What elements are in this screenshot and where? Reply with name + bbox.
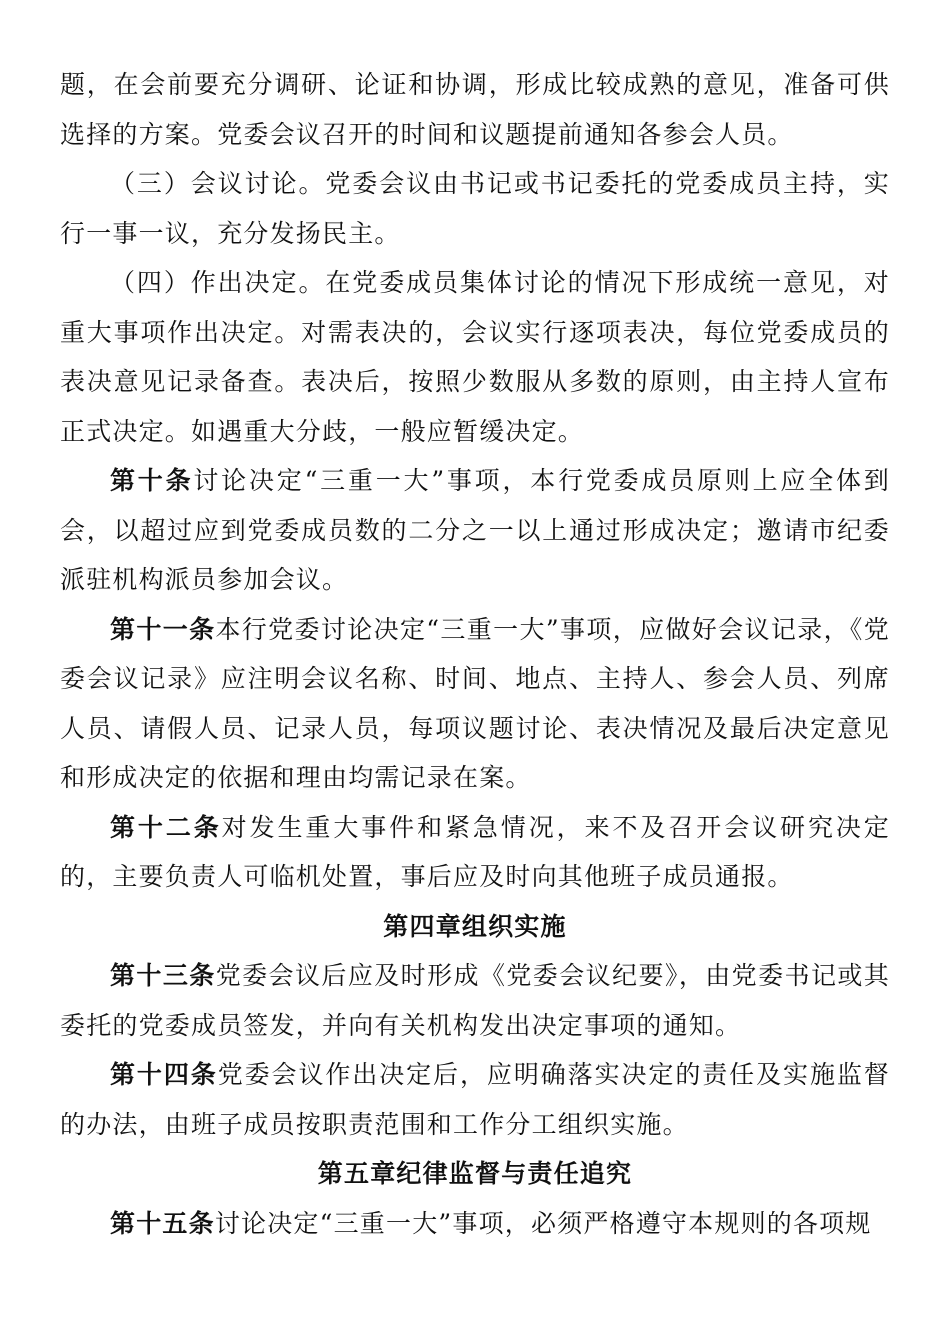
article-13 <box>60 951 890 1050</box>
article-13-text: 党委会议后应及时形成《党委会议纪要》，由党委书记或其委托的党委成员签发，并向有关机构发出决定事项的通知。 <box>60 961 890 1040</box>
article-12-text: 对发生重大事件和紧急情况，来不及召开会议研究决定的，主要负责人可临机处置，事后应及时向其他班子成员通报。 <box>60 812 890 891</box>
article-14-text: 党委会议作出决定后，应明确落实决定的责任及实施监督的办法，由班子成员按职责范围和工作分工组织实施。 <box>60 1060 890 1139</box>
article-10-text: 讨论决定“三重一大”事项，本行党委成员原则上应全体到会，以超过应到党委成员数的二分之一以上通过形成决定；邀请市纪委派驻机构派员参加会议。 <box>60 466 890 594</box>
paragraph-item-4: （四）作出决定。在党委成员集体讨论的情况下形成统一意见，对重大事项作出决定。对需表决的，会议实行逐项表决，每位党委成员的表决意见记录备查。表决后，按照少数服从多数的原则，由主持人宣布正式决定。如遇重大分歧，一般应暂缓决定。 <box>60 268 890 446</box>
paragraph-continuation: 题，在会前要充分调研、论证和协调，形成比较成熟的意见，准备可供选择的方案。党委会议召开的时间和议题提前通知各参会人员。 <box>60 70 890 149</box>
article-14 <box>60 1050 890 1149</box>
article-13-label: 第十三条 <box>110 961 216 990</box>
chapter-5-heading: 第五章纪律监督与责任追究 <box>317 1159 633 1188</box>
article-15-text: 讨论决定“三重一大”事项，必须严格遵守本规则的各项规 <box>214 1208 872 1238</box>
article-14-label: 第十四条 <box>110 1060 218 1089</box>
article-11 <box>60 605 890 803</box>
article-10 <box>60 456 890 605</box>
article-11-label: 第十一条 <box>110 614 216 644</box>
article-11-text: 本行党委讨论决定“三重一大”事项，应做好会议记录，《党委会议记录》应注明会议名称、时间、地点、主持人、参会人员、列席人员、请假人员、记录人员，每项议题讨论、表决情况及最后决定意见和形成决定的依据和理由均需记录在案。 <box>60 614 890 792</box>
article-12 <box>60 803 890 902</box>
article-12-label: 第十二条 <box>110 812 222 842</box>
article-15 <box>60 1199 890 1249</box>
chapter-4-heading: 第四章组织实施 <box>383 911 567 941</box>
article-10-label: 第十条 <box>110 466 194 495</box>
article-15-label: 第十五条 <box>110 1208 215 1238</box>
paragraph-item-3: （三）会议讨论。党委会议由书记或书记委托的党委成员主持，实行一事一议，充分发扬民主。 <box>60 169 890 248</box>
